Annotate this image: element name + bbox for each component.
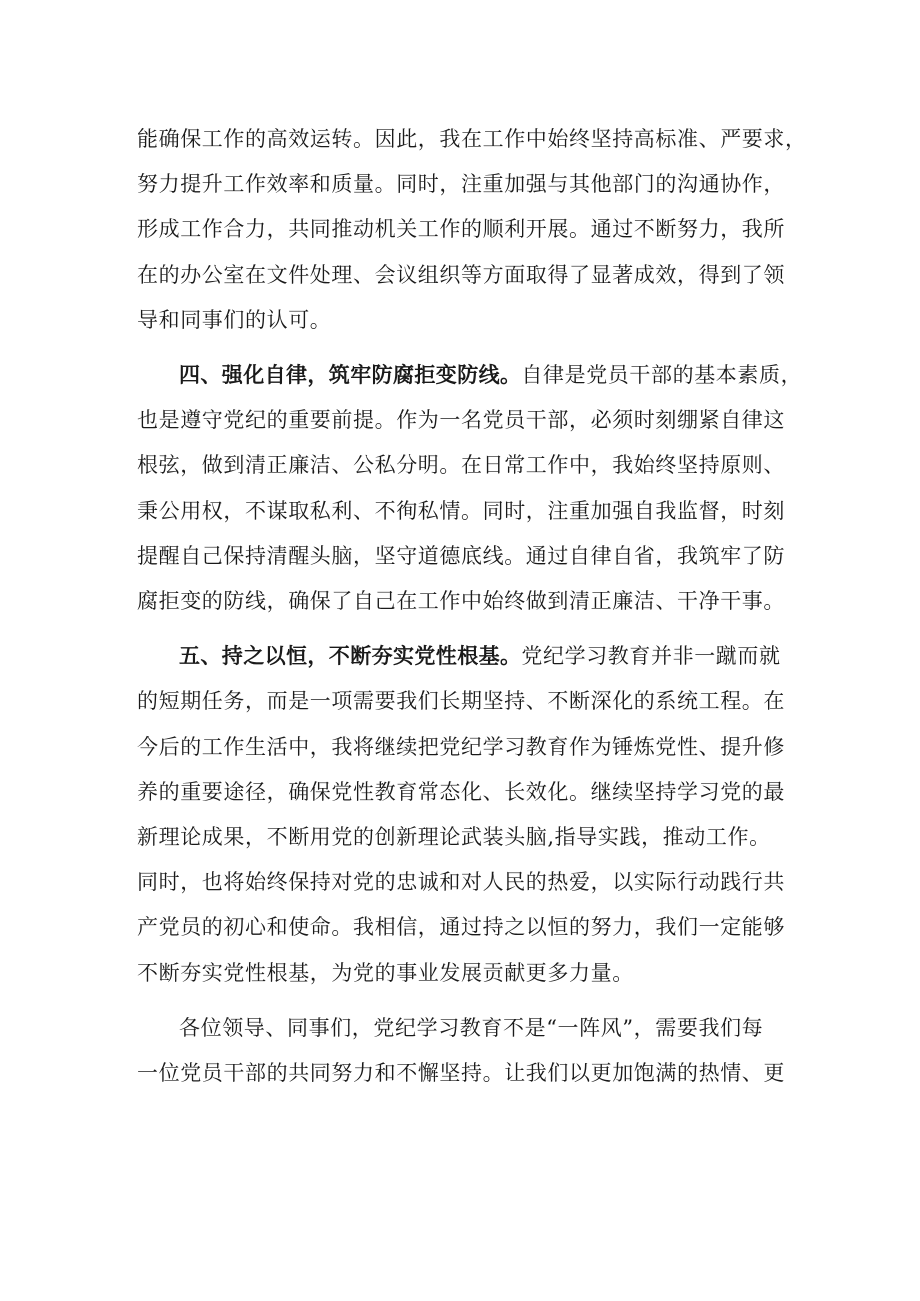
text-fragment: 自律是党员干部的基本素质， [521, 363, 803, 388]
text-line-first [137, 353, 803, 398]
text-line: 不断夯实党性根基，为党的事业发展贡献更多力量。 [137, 960, 634, 985]
text-line: 养的重要途径，确保党性教育常态化、长效化。继续坚持学习党的最 [137, 779, 785, 804]
paragraph-4 [137, 1006, 785, 1096]
paragraph-2 [137, 353, 803, 624]
text-line: 努力提升工作效率和质量。同时，注重加强与其他部门的沟通协作， [137, 172, 785, 197]
text-line: 今后的工作生活中，我将继续把党纪学习教育作为锤炼党性、提升修 [137, 734, 785, 759]
text-line: 在的办公室在文件处理、会议组织等方面取得了显著成效，得到了领 [137, 262, 785, 287]
text-line: 能确保工作的高效运转。因此，我在工作中始终坚持高标准、严要求， [137, 127, 807, 151]
text-line: 根弦，做到清正廉洁、公私分明。在日常工作中，我始终坚持原则、 [137, 453, 785, 478]
text-line: 的短期任务，而是一项需要我们长期坚持、不断深化的系统工程。在 [137, 689, 785, 714]
document-body [137, 117, 807, 1096]
text-line: 新理论成果，不断用党的创新理论武装头脑,指导实践，推动工作。 [137, 825, 771, 850]
text-line-first: 各位领导、同事们，党纪学习教育不是“一阵风”，需要我们每 [179, 1015, 764, 1040]
paragraph-3 [137, 634, 785, 996]
text-line: 提醒自己保持清醒头脑，坚守道德底线。通过自律自省，我筑牢了防 [137, 543, 785, 568]
text-line: 导和同事们的认可。 [137, 307, 332, 332]
text-fragment: 党纪学习教育并非一蹴而就 [521, 644, 781, 669]
text-line: 同时，也将始终保持对党的忠诚和对人民的热爱，以实际行动践行共 [137, 870, 785, 895]
section-heading: 四、强化自律，筑牢防腐拒变防线。 [179, 363, 522, 388]
text-line: 产党员的初心和使命。我相信，通过持之以恒的努力，我们一定能够 [137, 915, 785, 940]
text-line: 形成工作合力，共同推动机关工作的顺利开展。通过不断努力，我所 [137, 217, 785, 242]
section-heading: 五、持之以恒，不断夯实党性根基。 [179, 644, 522, 669]
text-line: 秉公用权，不谋取私利、不徇私情。同时，注重加强自我监督，时刻 [137, 498, 785, 523]
text-line: 腐拒变的防线，确保了自己在工作中始终做到清正廉洁、干净干事。 [137, 589, 785, 614]
paragraph-1 [137, 117, 807, 343]
text-line: 一位党员干部的共同努力和不懈坚持。让我们以更加饱满的热情、更 [137, 1061, 785, 1086]
text-line-first [137, 634, 785, 679]
text-line: 也是遵守党纪的重要前提。作为一名党员干部，必须时刻绷紧自律这 [137, 408, 785, 433]
